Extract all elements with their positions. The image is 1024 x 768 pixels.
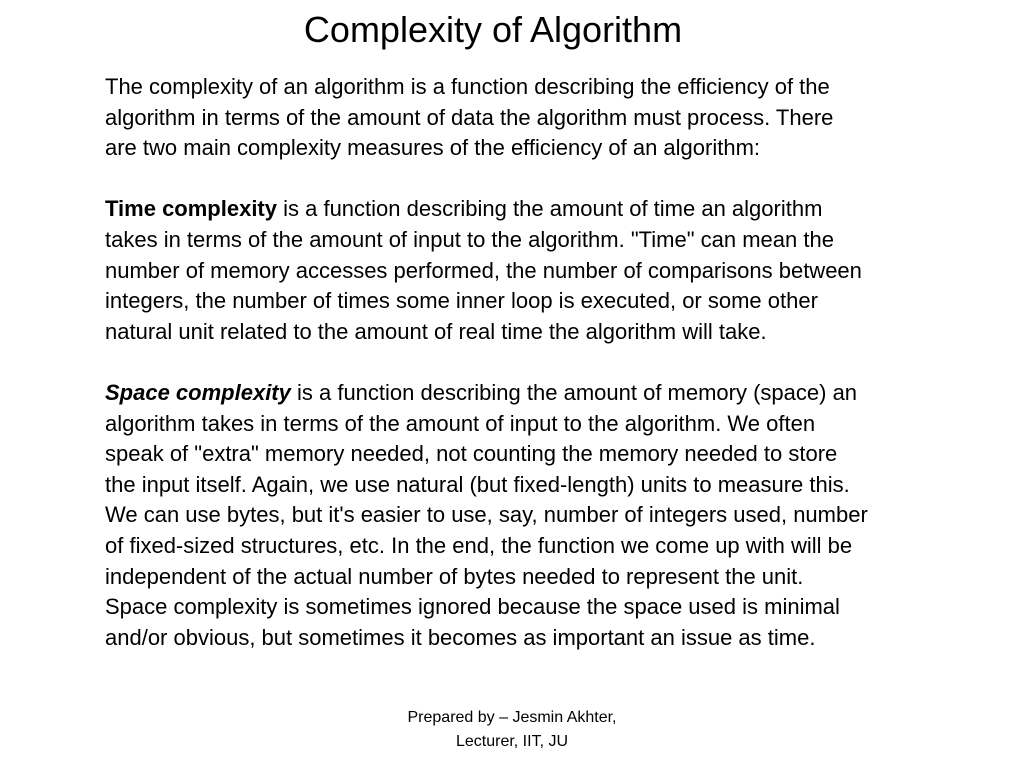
footer-line-author: Prepared by – Jesmin Akhter,: [407, 709, 617, 726]
slide-title: Complexity of Algorithm: [303, 9, 683, 50]
space-complexity-paragraph: [105, 378, 1005, 653]
time-complexity-first-line: [105, 194, 1005, 225]
space-complexity-line: and/or obvious, but sometimes it becomes as important an issue as time.: [105, 624, 816, 650]
time-complexity-line: natural unit related to the amount of real time the algorithm will take.: [105, 318, 767, 344]
space-complexity-term: Space complexity: [105, 379, 291, 405]
slide-body: [105, 72, 1005, 653]
space-complexity-first-line: [105, 378, 1005, 409]
intro-line: The complexity of an algorithm is a function describing the efficiency of the: [105, 74, 830, 99]
intro-line: are two main complexity measures of the efficiency of an algorithm:: [105, 135, 761, 161]
time-complexity-first-line-text: is a function describing the amount of time an algorithm: [277, 196, 823, 222]
time-complexity-term: Time complexity: [105, 196, 277, 222]
intro-paragraph: [105, 72, 1005, 164]
time-complexity-line: number of memory accesses performed, the number of comparisons between: [105, 257, 862, 283]
space-complexity-line: the input itself. Again, we use natural (but fixed-length) units to measure this.: [105, 471, 850, 497]
space-complexity-first-line-text: is a function describing the amount of memory (space) an: [290, 379, 858, 405]
footer-credit: [330, 706, 694, 754]
time-complexity-line: takes in terms of the amount of input to the algorithm. "Time" can mean the: [105, 226, 834, 252]
space-complexity-line: speak of "extra" memory needed, not counting the memory needed to store: [105, 441, 838, 467]
space-complexity-line: independent of the actual number of bytes needed to represent the unit.: [105, 563, 804, 589]
intro-line: algorithm in terms of the amount of data the algorithm must process. There: [105, 104, 834, 130]
space-complexity-line: We can use bytes, but it's easier to use, say, number of integers used, number: [105, 502, 868, 528]
time-complexity-line: integers, the number of times some inner loop is executed, or some other: [105, 288, 818, 314]
space-complexity-line: algorithm takes in terms of the amount of input to the algorithm. We often: [105, 410, 816, 436]
footer-line-affiliation: Lecturer, IIT, JU: [455, 733, 569, 750]
space-complexity-line: of fixed-sized structures, etc. In the end, the function we come up with will be: [105, 532, 853, 558]
paragraph-spacer: [105, 164, 1005, 195]
time-complexity-paragraph: [105, 194, 1005, 347]
paragraph-spacer: [105, 347, 1005, 378]
space-complexity-line: Space complexity is sometimes ignored because the space used is minimal: [105, 594, 840, 620]
